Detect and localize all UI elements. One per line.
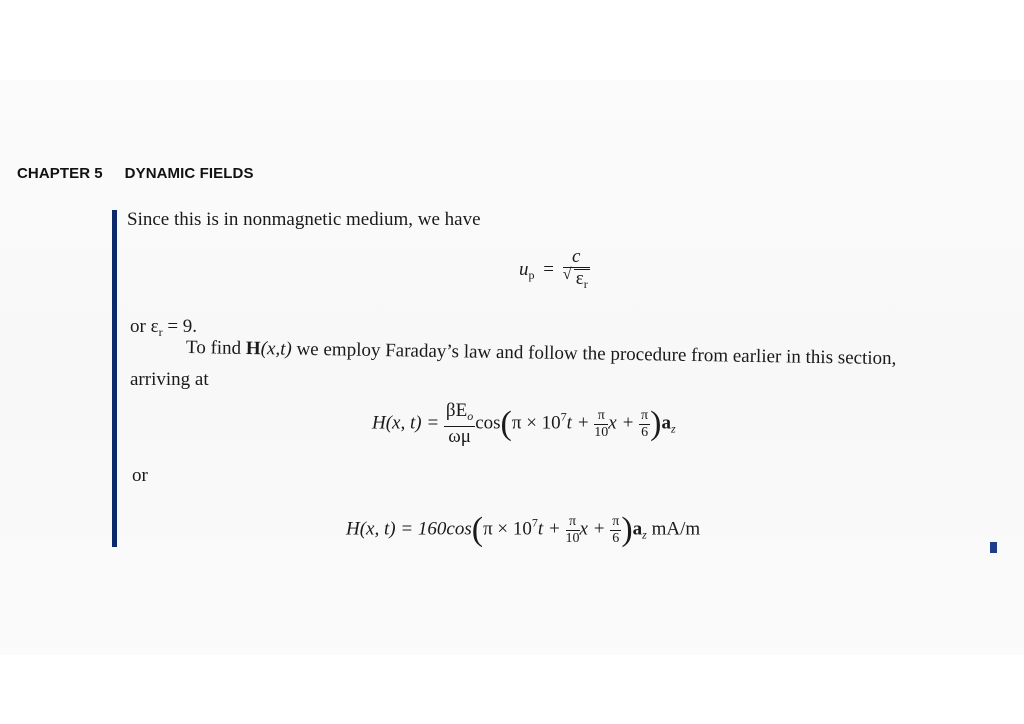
eq1-lhs: u — [519, 258, 529, 280]
line3-before: To find — [185, 337, 247, 359]
eq3-arg-c: x + — [579, 518, 606, 540]
eq2-f2-num: π — [641, 407, 649, 423]
eq2-f1-num: π — [594, 409, 608, 425]
eq2-frac-1 — [594, 409, 608, 440]
eq3-unit-sub: z — [642, 527, 647, 542]
line2-prefix: or — [130, 316, 151, 337]
line2-sub: r — [158, 325, 163, 339]
eq3-unit-vec: a — [632, 518, 643, 540]
eq2-coef-num — [444, 402, 475, 427]
paragraph-line-3 — [186, 337, 897, 370]
eq1-equals: = — [543, 258, 554, 280]
bottom-margin — [0, 655, 1024, 724]
eq2-unit-vec: a — [661, 412, 671, 434]
eq3-exp: 7 — [531, 515, 538, 530]
eq2-coef-num-text: βE — [445, 400, 468, 421]
equation-h-field-general — [372, 402, 676, 446]
line3-bold: H — [245, 337, 261, 360]
eq3-arg-a: π × 10 — [483, 518, 532, 540]
eq2-coef-num-sub: o — [467, 409, 474, 423]
eq1-den-sub: r — [583, 277, 588, 291]
eq2-frac-2 — [639, 409, 650, 440]
equation-phase-velocity — [519, 248, 590, 293]
eq2-f2-den: 6 — [641, 424, 649, 440]
eq2-arg-a: π × 10 — [511, 412, 561, 434]
eq3-paren-open: ( — [471, 511, 484, 548]
page-marker — [990, 542, 997, 553]
eq1-den-sym: ε — [575, 268, 584, 289]
eq3-paren-close: ) — [621, 511, 633, 548]
eq1-numerator: c — [563, 248, 590, 268]
paragraph-line-4: arriving at — [130, 369, 209, 390]
eq1-fraction — [563, 248, 590, 293]
eq3-frac-1 — [566, 515, 580, 546]
eq2-f1-den: 10 — [594, 424, 609, 440]
eq2-coefficient — [444, 402, 475, 446]
sqrt-symbol: √ $\varepsilon_r$ — [562, 266, 588, 291]
line2-rest: = 9. — [162, 316, 198, 337]
or-label: or — [132, 465, 148, 486]
eq1-lhs-sub: p — [528, 267, 535, 282]
eq2-arg-b: t + — [566, 412, 590, 434]
eq2-paren-close: ) — [650, 405, 662, 442]
margin-change-bar — [112, 210, 117, 547]
eq3-f1-num: π — [566, 515, 580, 531]
eq2-unit-sub: z — [670, 421, 676, 436]
eq2-arg-c: x + — [608, 412, 635, 434]
eq2-exp: 7 — [560, 409, 567, 424]
eq3-f2-den: 6 — [612, 530, 620, 546]
equation-h-field-final — [346, 513, 700, 547]
eq2-lhs: H(x, t) = — [372, 412, 440, 434]
eq3-f2-num: π — [612, 513, 620, 529]
eq3-arg-b: t + — [537, 518, 561, 540]
eq1-denominator — [563, 268, 590, 293]
eq2-func: cos — [475, 412, 501, 434]
eq2-paren-open: ( — [500, 405, 512, 442]
chapter-number: 5 — [94, 165, 103, 182]
chapter-title: DYNAMIC FIELDS — [124, 165, 254, 182]
line3-args: (x,t) — [260, 338, 292, 360]
eq3-lhs: H(x, t) = 160cos — [346, 518, 472, 540]
eq3-f1-den: 10 — [565, 530, 580, 546]
line3-after: we employ Faraday’s law and follow the procedure from earlier in this section, — [291, 338, 897, 370]
paragraph-line-1: Since this is in nonmagnetic medium, we have — [127, 209, 481, 230]
eq3-frac-2 — [610, 515, 621, 546]
top-margin — [0, 0, 1024, 80]
line2-symbol: ε — [150, 316, 159, 337]
eq2-coef-den: ωμ — [448, 426, 471, 447]
eq3-units: mA/m — [646, 518, 701, 540]
chapter-label: CHAPTER — [17, 165, 91, 182]
chapter-header — [17, 165, 254, 182]
